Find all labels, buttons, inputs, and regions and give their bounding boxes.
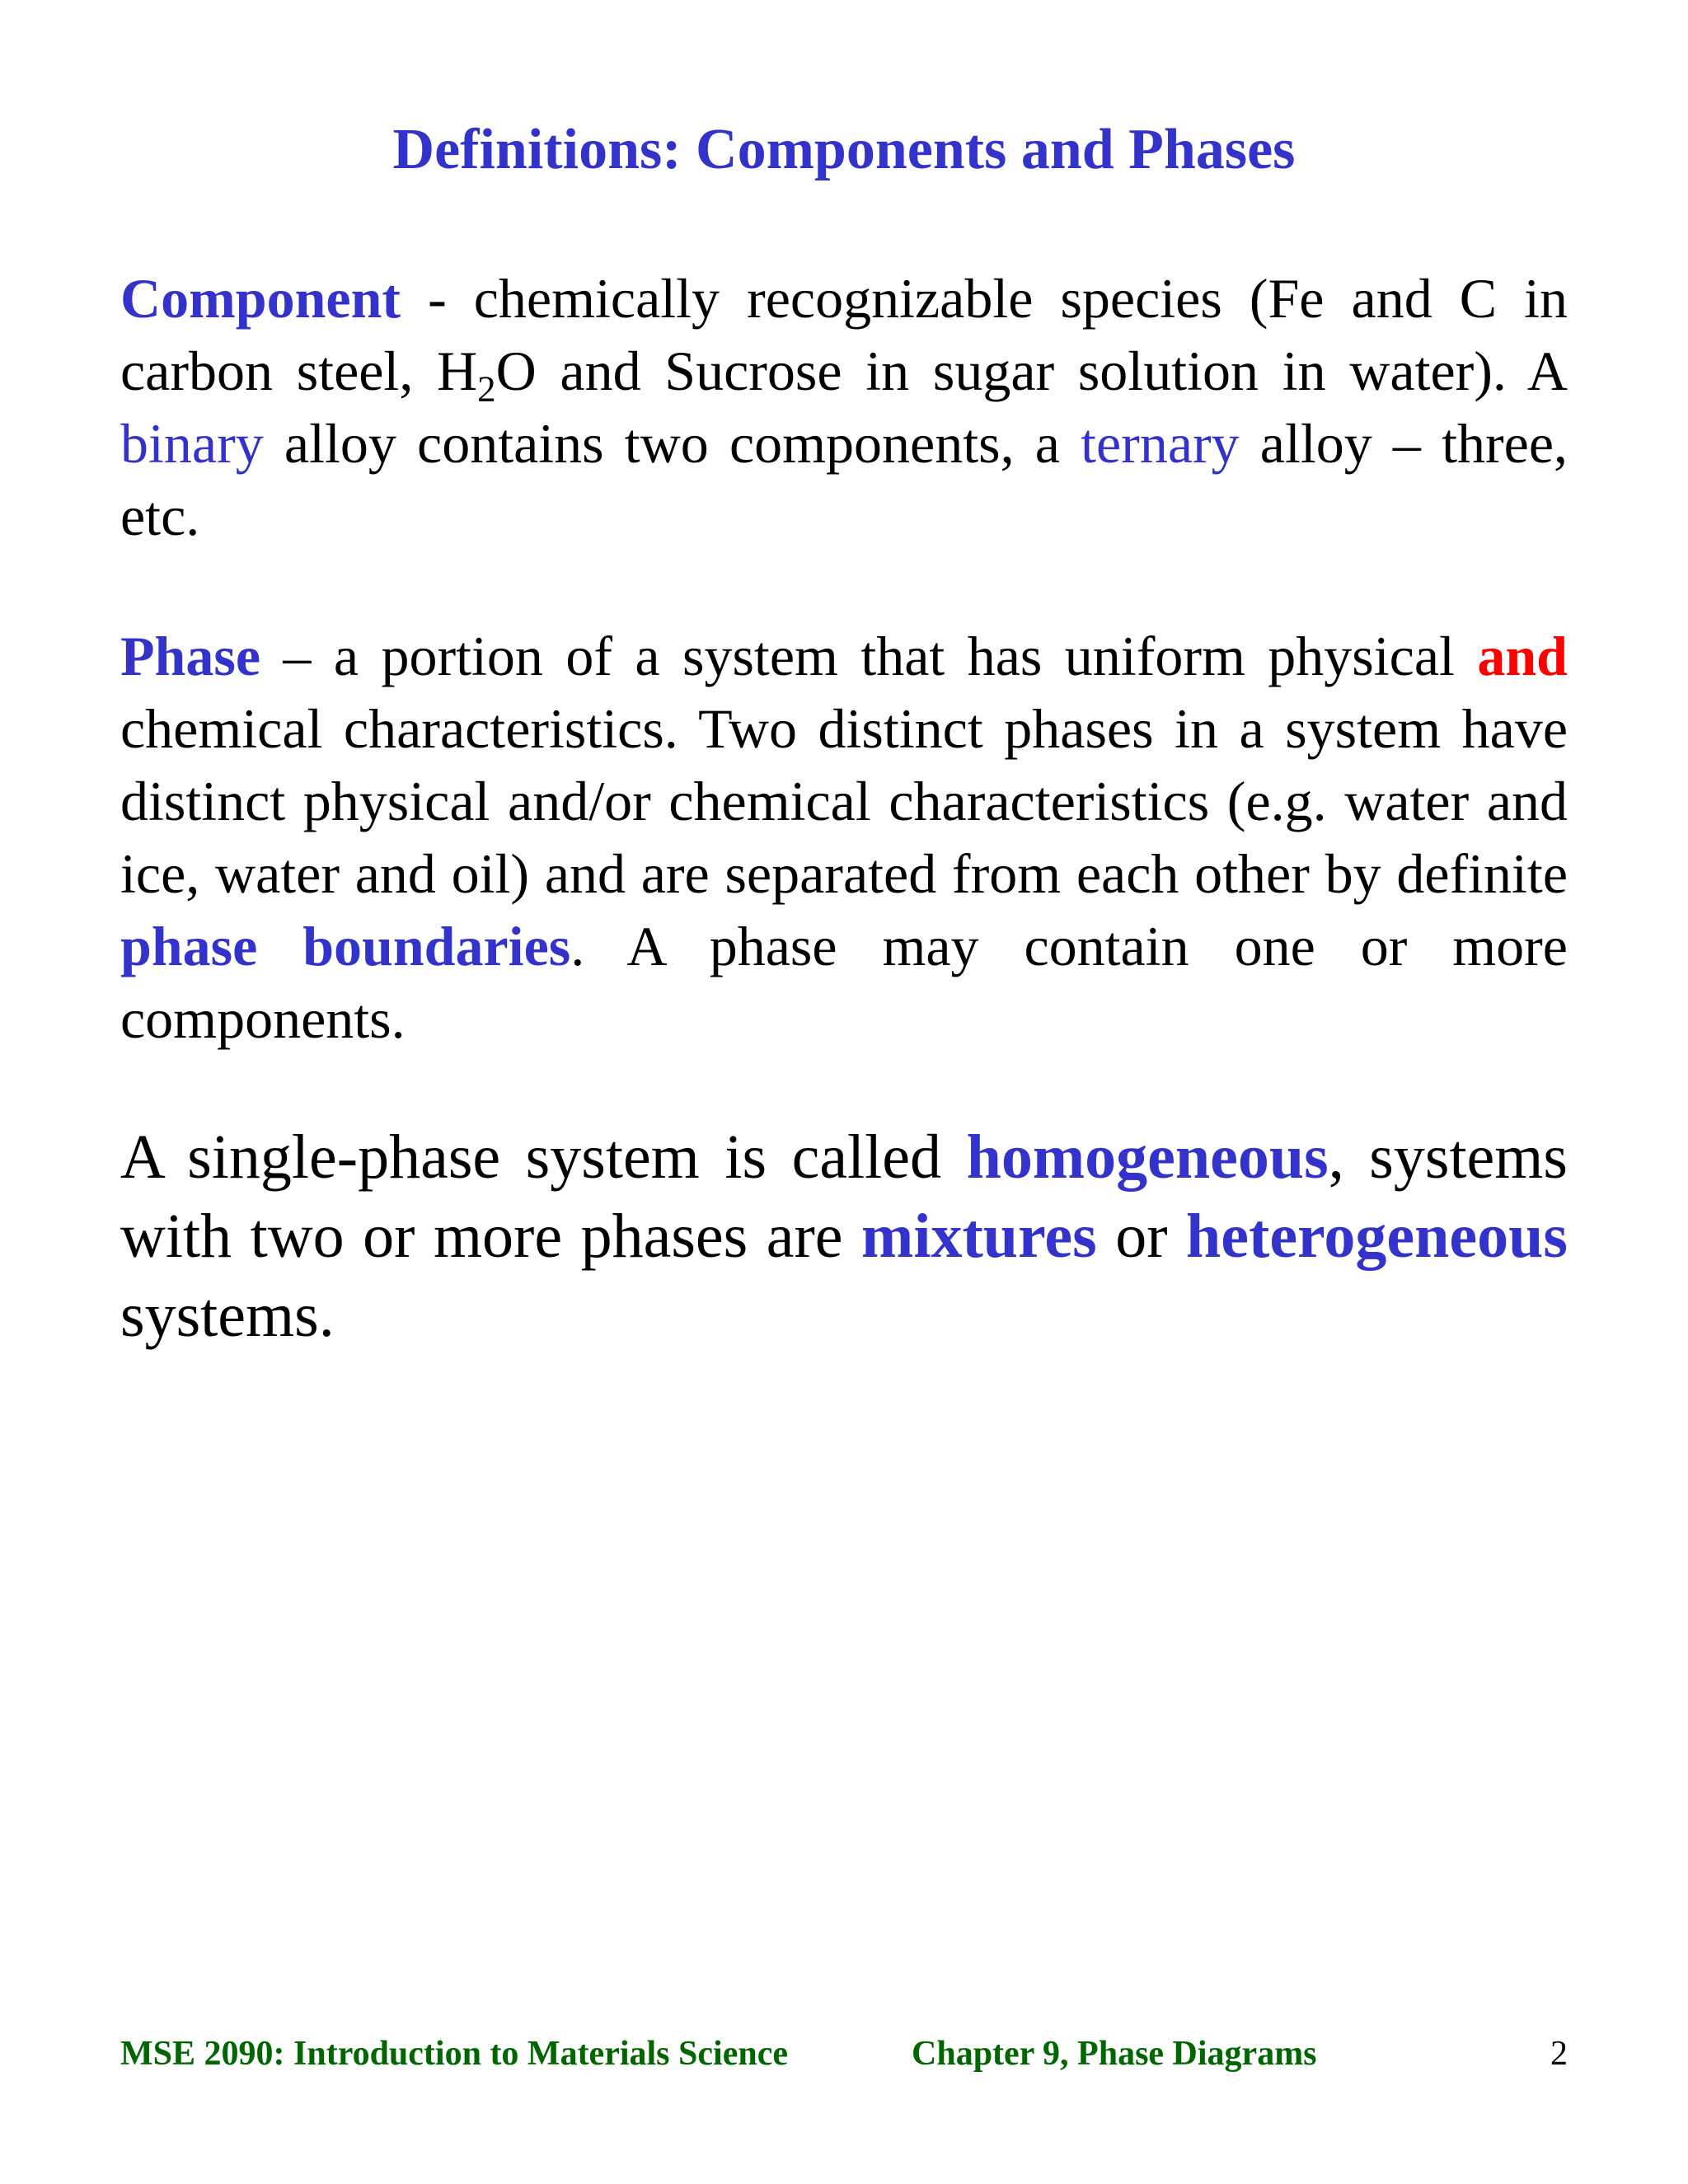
footer-course: MSE 2090: Introduction to Materials Science [120, 2035, 788, 2073]
homog-text-1: A single-phase system is called [120, 1122, 967, 1192]
term-ternary: ternary [1081, 412, 1240, 475]
subscript-2: 2 [477, 368, 496, 410]
phase-definition [120, 620, 1568, 1055]
term-heterogeneous: heterogeneous [1186, 1202, 1568, 1271]
term-mixtures: mixtures [861, 1202, 1097, 1271]
page-title: Definitions: Components and Phases [392, 118, 1296, 181]
homogeneous-definition [120, 1118, 1568, 1355]
page-number: 2 [1550, 2035, 1568, 2073]
term-homogeneous: homogeneous [966, 1122, 1329, 1192]
homog-text-2: , systems with two or more phases are [120, 1122, 1568, 1271]
component-text-2: O and Sucrose in sugar solution in water). A [495, 340, 1568, 402]
component-text-3: alloy contains two components, a [263, 412, 1081, 475]
term-binary: binary [120, 412, 264, 475]
homog-text-3: or [1096, 1202, 1187, 1271]
term-phase: Phase [120, 625, 260, 687]
component-text-1: - chemically recognizable species (Fe and C in carbon steel, H [120, 267, 1568, 402]
footer-chapter: Chapter 9, Phase Diagrams [912, 2035, 1317, 2073]
component-text-4: alloy – three, etc. [120, 412, 1568, 547]
homog-text-4: systems. [120, 1281, 335, 1350]
phase-text-2: chemical characteristics. Two distinct phases in a system have distinct physical and/or chemical characteristics (e.g. water and ice, water and oil) and are separated from each other by definite [120, 697, 1568, 905]
component-definition [120, 262, 1568, 552]
term-component: Component [120, 267, 401, 330]
phase-text-3: . A phase may contain one or more components. [120, 915, 1568, 1050]
term-phase-boundaries: phase boundaries [120, 915, 571, 977]
phase-text-1: – a portion of a system that has uniform physical [260, 625, 1478, 687]
term-and: and [1477, 625, 1568, 687]
